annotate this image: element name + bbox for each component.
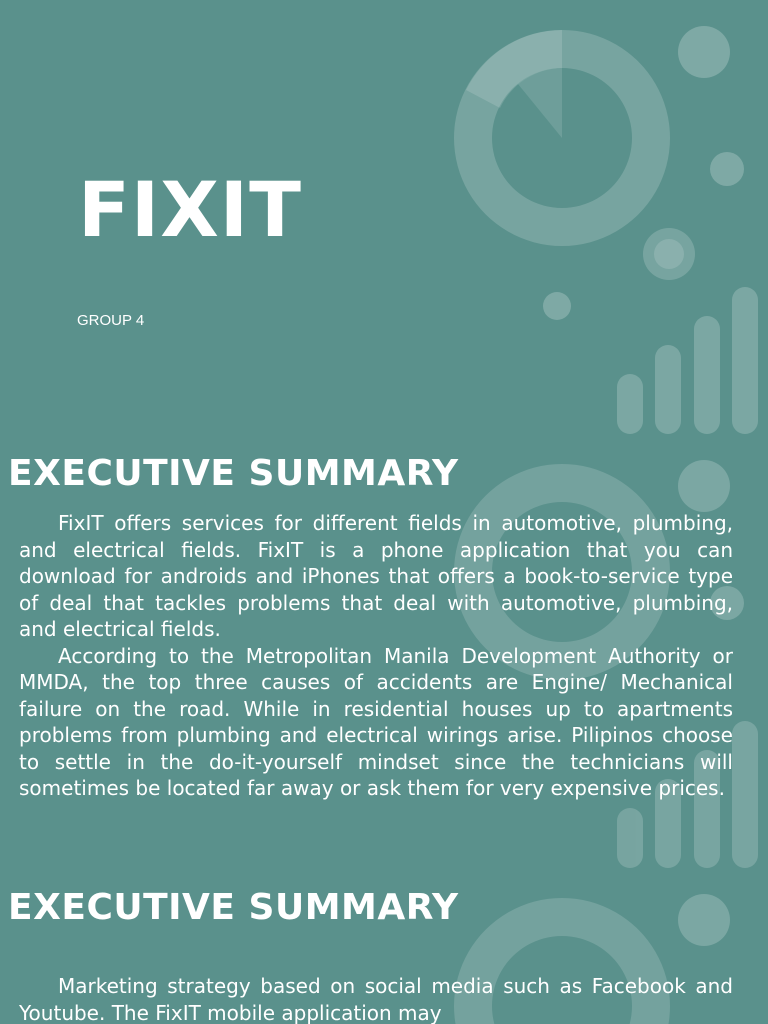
summary-body [19, 973, 733, 1024]
bar-graph-decoration [617, 287, 758, 434]
group-subtitle: GROUP 4 [77, 312, 145, 329]
small-pie-decoration [678, 894, 730, 946]
donut-chart-decoration [454, 30, 670, 246]
section-heading: EXECUTIVE SUMMARY [8, 453, 459, 494]
app-title: FIXIT [78, 165, 302, 254]
summary-paragraph: According to the Metropolitan Manila Development Authority or MMDA, the top three causes of accidents are Engine/ Mechanical failure on the road. While in residential houses up to apartments problems from plumbing and electrical wirings arise. Pilipinos choose to settle in the do-it-yourself mindset since the technicians will sometimes be located far away or ask them for very expensive prices. [19, 643, 733, 800]
section-heading: EXECUTIVE SUMMARY [8, 887, 459, 928]
summary-paragraph: Marketing strategy based on social media such as Facebook and Youtube. The FixIT mobile application may [19, 974, 733, 1024]
executive-summary-slide [0, 434, 768, 868]
title-slide [0, 0, 768, 434]
small-pie-decoration [678, 26, 730, 78]
small-pie-decoration [678, 460, 730, 512]
summary-paragraph: FixIT offers services for different fields in automotive, plumbing, and electrical fields. FixIT is a phone application that you can download for androids and iPhones that offers a book-to-service type of deal that tackles problems that deal with automotive, plumbing, and electrical fields. [19, 511, 733, 641]
executive-summary-slide-2 [0, 868, 768, 1024]
summary-body [19, 510, 733, 802]
